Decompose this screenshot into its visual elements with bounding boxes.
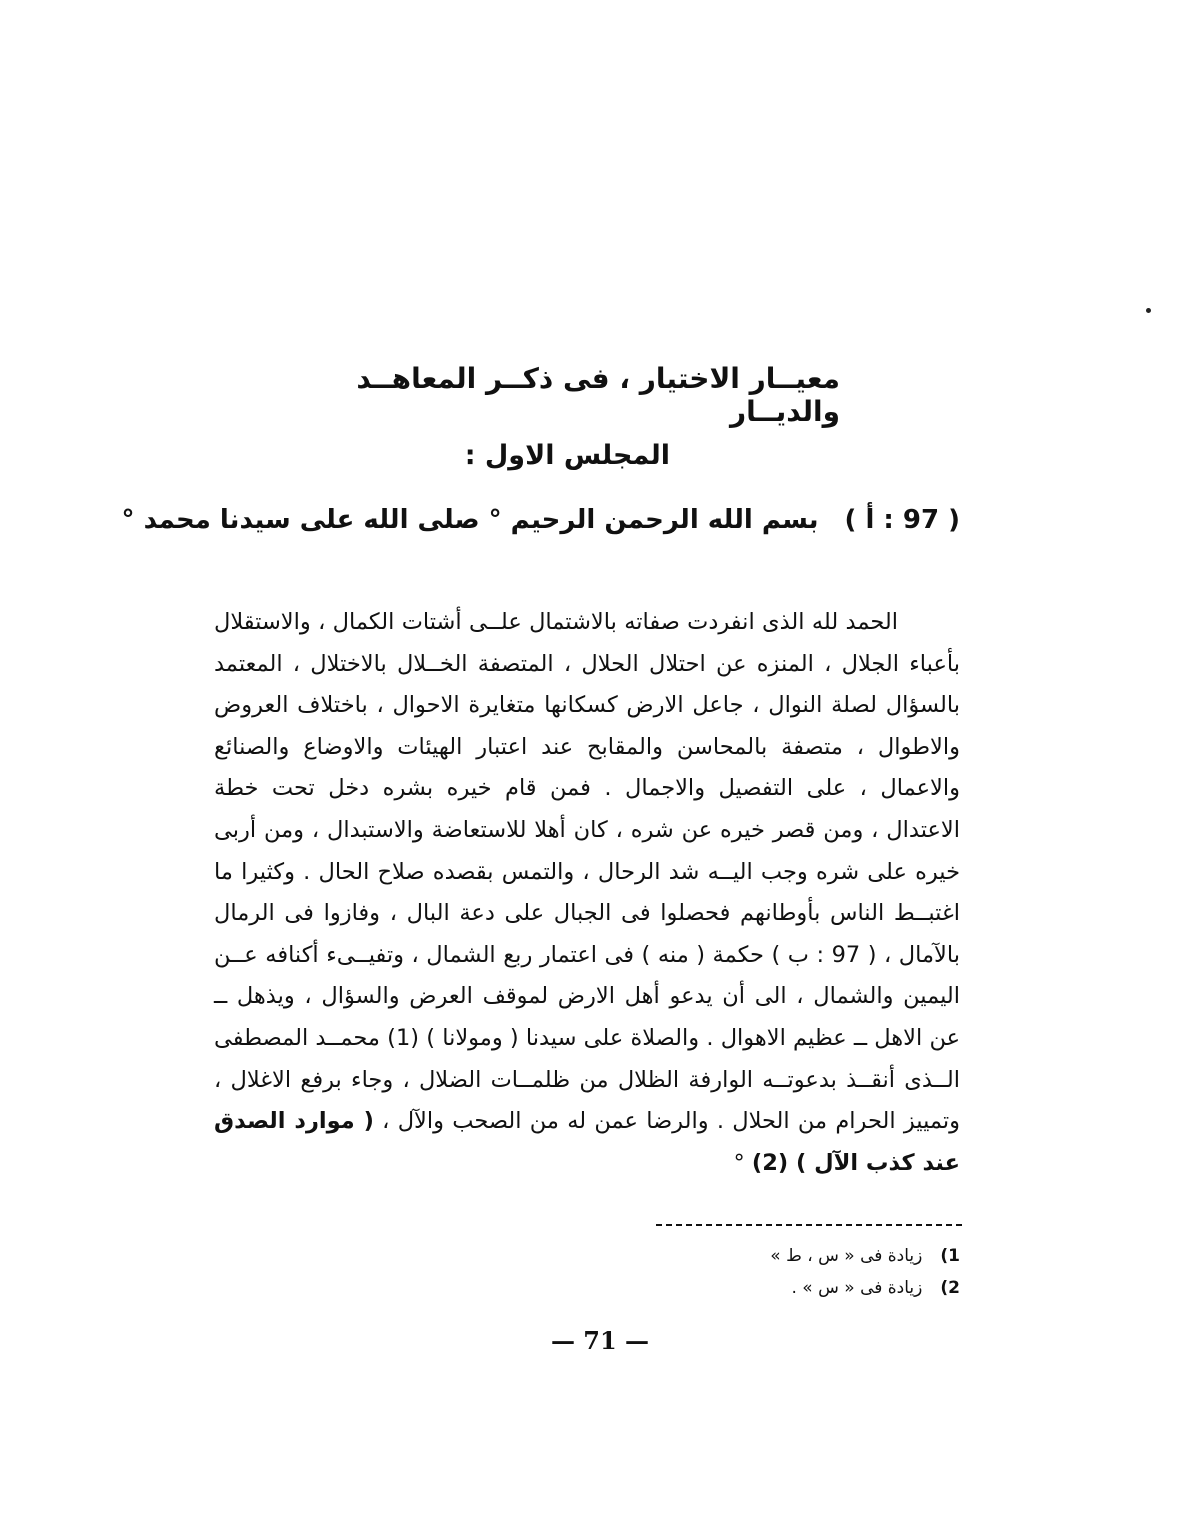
footnote-divider: [656, 1224, 962, 1226]
footnote: [560, 1272, 960, 1304]
body-end-mark: °: [733, 1149, 752, 1176]
body-paragraph: [214, 602, 960, 1184]
body-paragraph-text: الحمد لله الذى انفردت صفاته بالاشتمال علــى أشتات الكمال ، والاستقلال بأعباء الجلال ، المنزه عن احتلال الحلال ، المتصفة الخــلال بالاختلال ، المعتمد بالسؤال لصلة النوال ، جاعل الارض كسكانها متغايرة الاحوال ، باختلاف العروض والاطوال ، متصفة بالمحاسن والمقابح عند اعتبار الهيئات والاوضاع والصنائع والاعمال ، على التفصيل والاجمال . فمن قام خيره بشره دخل تحت خطة الاعتدال ، ومن قصر خيره عن شره ، كان أهلا للاستعاضة والاستبدال ، ومن أربى خيره على شره وجب اليــه شد الرحال ، والتمس بقصده صلاح الحال . وكثيرا ما اغتبــط الناس بأوطانهم فحصلوا فى الجبال على دعة البال ، وفازوا فى الرمال بالآمال ، ( 97 : ب ) حكمة ( منه ) فى اعتمار ربع الشمال ، وتفيــىء أكنافه عــن اليمين والشمال ، الى أن يدعو أهل الارض لموقف العرض والسؤال ، ويذهل ــ عن الاهل ــ عظيم الاهوال . والصلاة على سيدنا ( ومولانا ) (1) محمــد المصطفى الــذى أنقــذ بدعوتــه الوارفة الظلال من ظلمــات الضلال ، وجاء برفع الاغلال ، وتمييز الحرام من الحلال . والرضا عمن له من الصحب والآل ،: [214, 609, 961, 1135]
page-number: — 71 —: [550, 1326, 650, 1355]
basmala: بسم الله الرحمن الرحيم ° صلى الله على سيدنا محمد °: [121, 505, 819, 535]
footnotes: [560, 1240, 960, 1304]
body-bold-citation: ( موارد الصدق عند كذب الآل ) (2): [214, 1108, 960, 1176]
opening-line: [121, 505, 960, 535]
section-heading: المجلس الاول :: [464, 440, 670, 471]
footnote-number: 2): [940, 1278, 960, 1298]
stray-dot: [1146, 308, 1151, 313]
body-text: [214, 602, 960, 1184]
footnote-number: 1): [940, 1246, 960, 1266]
folio-reference: ( 97 : أ ): [844, 505, 960, 535]
document-title: معيــار الاختيار ، فى ذكــر المعاهــد والديــار: [356, 362, 840, 428]
footnote-text: زيادة فى « س ، ط »: [770, 1246, 923, 1266]
footnote-text: زيادة فى « س » .: [791, 1278, 923, 1298]
footnote: [560, 1240, 960, 1272]
